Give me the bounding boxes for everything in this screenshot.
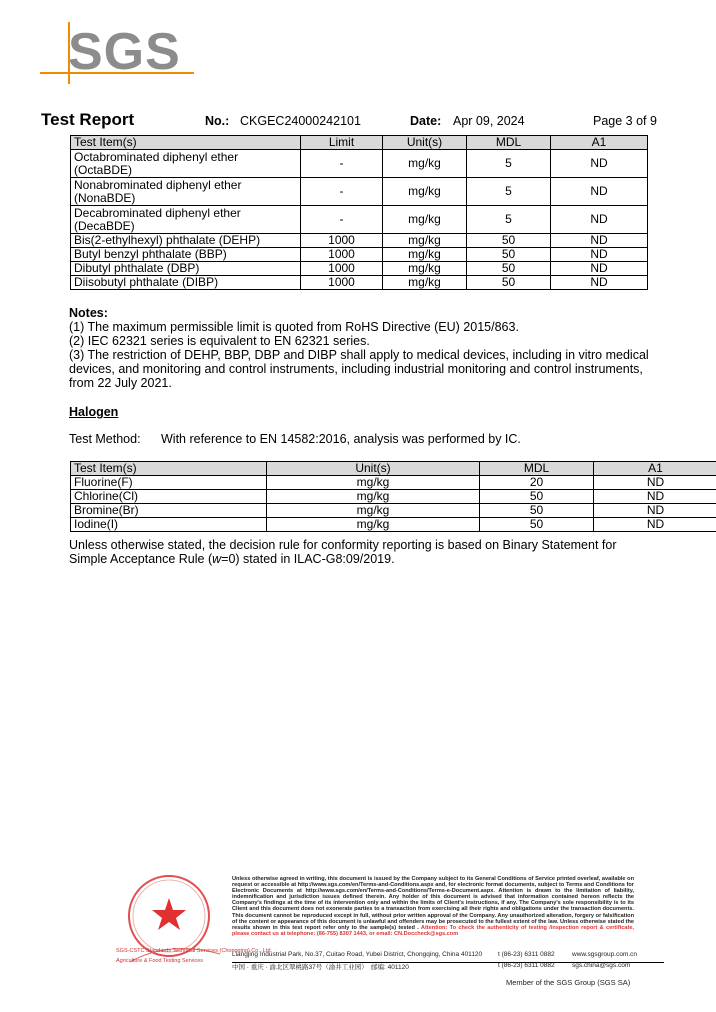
table-row xyxy=(71,262,648,276)
cell-a1: ND xyxy=(594,490,716,504)
cell-a1: ND xyxy=(551,178,648,206)
report-date-value: Apr 09, 2024 xyxy=(453,114,525,128)
cell-a1: ND xyxy=(594,518,716,532)
test-method-label: Test Method: xyxy=(69,432,141,446)
cell-mdl: 50 xyxy=(480,504,594,518)
col-header-a1: A1 xyxy=(594,462,716,476)
cell-limit: 1000 xyxy=(301,262,383,276)
report-title: Test Report xyxy=(41,110,135,129)
authenticity-notice: Attention: To check the authenticity of testing /inspection report & certificate, please contact us at telephone: (86-755) 8307 1443, or email: CN.Doccheck@sgs.com xyxy=(232,924,634,937)
test-method-value: With reference to EN 14582:2016, analysis was performed by IC. xyxy=(161,432,521,446)
email: sgs.china@sgs.com xyxy=(572,962,631,969)
table-row xyxy=(71,206,648,234)
cell-test-item: Iodine(I) xyxy=(71,518,267,532)
col-header-mdl: MDL xyxy=(480,462,594,476)
cell-a1: ND xyxy=(551,150,648,178)
cell-limit: - xyxy=(301,150,383,178)
cell-test-item: Decabrominated diphenyl ether (DecaBDE) xyxy=(71,206,301,234)
cell-unit: mg/kg xyxy=(383,150,467,178)
page-number: Page 3 of 9 xyxy=(593,114,657,128)
cell-unit: mg/kg xyxy=(383,178,467,206)
website: www.sgsgroup.com.cn xyxy=(572,951,638,958)
cell-a1: ND xyxy=(551,262,648,276)
table-row xyxy=(71,504,716,518)
table-row xyxy=(71,518,716,532)
cell-unit: mg/kg xyxy=(383,248,467,262)
table-row xyxy=(71,150,648,178)
decision-rule-text-2: =0) stated in ILAC-G8:09/2019. xyxy=(221,552,395,566)
cell-mdl: 50 xyxy=(480,490,594,504)
col-header-test-item: Test Item(s) xyxy=(71,462,267,476)
decision-rule-text-1: Unless otherwise stated, the decision rule for conformity reporting is based on Binary Statement for Simple Acceptance Rule ( xyxy=(69,538,617,566)
cell-a1: ND xyxy=(594,476,716,490)
cell-mdl: 50 xyxy=(480,518,594,532)
company-seal xyxy=(110,870,228,970)
results-table xyxy=(70,135,648,290)
cell-test-item: Bromine(Br) xyxy=(71,504,267,518)
cell-test-item: Fluorine(F) xyxy=(71,476,267,490)
col-header-unit: Unit(s) xyxy=(383,136,467,150)
disclaimer-text: Unless otherwise agreed in writing, this document is issued by the Company subject to its General Conditions of Service printed overleaf, available on request or accessible at http://www.sgs.com/en/Terms-and-Conditions.aspx and, for electronic format documents, subject to Terms and Conditions for Electronic Documents at http://www.sgs.com/en/Terms-and-Conditions/Terms-e-Document.aspx. Attention is drawn to the limitation of liability, indemnification and jurisdiction issues defined therein. Any holder of this document is advised that information contained hereon reflects the Company's findings at the time of its intervention only and within the limits of Client's instructions, if any. The Company's sole responsibility is to its Client and this document does not exonerate parties to a transaction from exercising all their rights and obligations under the transaction documents. This document cannot be reproduced except in full, without prior written approval of the Company. Any unauthorized alteration, forgery or falsification of the content or appearance of this document is unlawful and offenders may be prosecuted to the fullest extent of the law. Unless otherwise stated the results shown in this test report refer only to the sample(s) tested . xyxy=(232,876,634,931)
cell-unit: mg/kg xyxy=(267,490,480,504)
cell-unit: mg/kg xyxy=(267,518,480,532)
phone-2: t (86-23) 6311 0882 xyxy=(498,962,555,969)
cell-test-item: Diisobutyl phthalate (DIBP) xyxy=(71,276,301,290)
address-cn: 中国 · 重庆 · 渝北区翠桃路37号（渝井工业园） 邮编: 401120 xyxy=(232,964,409,971)
cell-a1: ND xyxy=(551,234,648,248)
cell-limit: 1000 xyxy=(301,234,383,248)
cell-mdl: 50 xyxy=(467,234,551,248)
notes-heading: Notes: xyxy=(69,306,108,320)
col-header-mdl: MDL xyxy=(467,136,551,150)
cell-mdl: 5 xyxy=(467,178,551,206)
cell-a1: ND xyxy=(551,206,648,234)
disclaimer xyxy=(232,876,634,937)
note-3: (3) The restriction of DEHP, BBP, DBP and DIBP shall apply to medical devices, including in vitro medical devices, and monitoring and control instruments, including industrial monitoring and control instruments, from 22 July 2021. xyxy=(69,348,649,390)
cell-test-item: Butyl benzyl phthalate (BBP) xyxy=(71,248,301,262)
cell-test-item: Chlorine(Cl) xyxy=(71,490,267,504)
cell-a1: ND xyxy=(551,276,648,290)
cell-mdl: 5 xyxy=(467,206,551,234)
cell-mdl: 50 xyxy=(467,276,551,290)
cell-a1: ND xyxy=(594,504,716,518)
phone-1: t (86-23) 6311 0882 xyxy=(498,951,555,958)
table-row xyxy=(71,248,648,262)
note-1: (1) The maximum permissible limit is quoted from RoHS Directive (EU) 2015/863. xyxy=(69,320,519,334)
cell-unit: mg/kg xyxy=(383,234,467,248)
cell-unit: mg/kg xyxy=(383,276,467,290)
cell-unit: mg/kg xyxy=(267,476,480,490)
logo-text: SGS xyxy=(68,23,181,81)
cell-test-item: Bis(2-ethylhexyl) phthalate (DEHP) xyxy=(71,234,301,248)
table-header-row xyxy=(71,462,716,476)
col-header-test-item: Test Item(s) xyxy=(71,136,301,150)
report-date-label: Date: xyxy=(410,114,442,128)
col-header-a1: A1 xyxy=(551,136,648,150)
report-no-label: No.: xyxy=(205,114,230,128)
seal-company-name: SGS-CSTC Standards Technical Services (Chongqing) Co., Ltd. xyxy=(116,948,273,954)
table-header-row xyxy=(71,136,648,150)
col-header-unit: Unit(s) xyxy=(267,462,480,476)
col-header-limit: Limit xyxy=(301,136,383,150)
cell-unit: mg/kg xyxy=(267,504,480,518)
cell-mdl: 20 xyxy=(480,476,594,490)
table-row xyxy=(71,178,648,206)
report-no-value: CKGEC24000242101 xyxy=(240,114,361,128)
halogen-table xyxy=(70,461,716,532)
halogen-heading: Halogen xyxy=(69,405,119,419)
cell-test-item: Octabrominated diphenyl ether (OctaBDE) xyxy=(71,150,301,178)
address-en: Liangjing Industrial Park, No.37, Cuitao Road, Yubei District, Chongqing, China 401120 xyxy=(232,951,483,958)
cell-limit: - xyxy=(301,206,383,234)
table-row xyxy=(71,490,716,504)
cell-limit: - xyxy=(301,178,383,206)
cell-test-item: Dibutyl phthalate (DBP) xyxy=(71,262,301,276)
table-row xyxy=(71,234,648,248)
cell-limit: 1000 xyxy=(301,276,383,290)
cell-limit: 1000 xyxy=(301,248,383,262)
cell-unit: mg/kg xyxy=(383,262,467,276)
cell-mdl: 50 xyxy=(467,262,551,276)
cell-unit: mg/kg xyxy=(383,206,467,234)
seal-division: Agriculture & Food Testing Services xyxy=(116,958,204,964)
decision-rule xyxy=(69,538,649,566)
decision-rule-w: w xyxy=(212,552,222,566)
cell-mdl: 5 xyxy=(467,150,551,178)
cell-mdl: 50 xyxy=(467,248,551,262)
table-row xyxy=(71,276,648,290)
note-2: (2) IEC 62321 series is equivalent to EN 62321 series. xyxy=(69,334,370,348)
member-statement: Member of the SGS Group (SGS SA) xyxy=(506,978,631,987)
table-row xyxy=(71,476,716,490)
cell-test-item: Nonabrominated diphenyl ether (NonaBDE) xyxy=(71,178,301,206)
cell-a1: ND xyxy=(551,248,648,262)
